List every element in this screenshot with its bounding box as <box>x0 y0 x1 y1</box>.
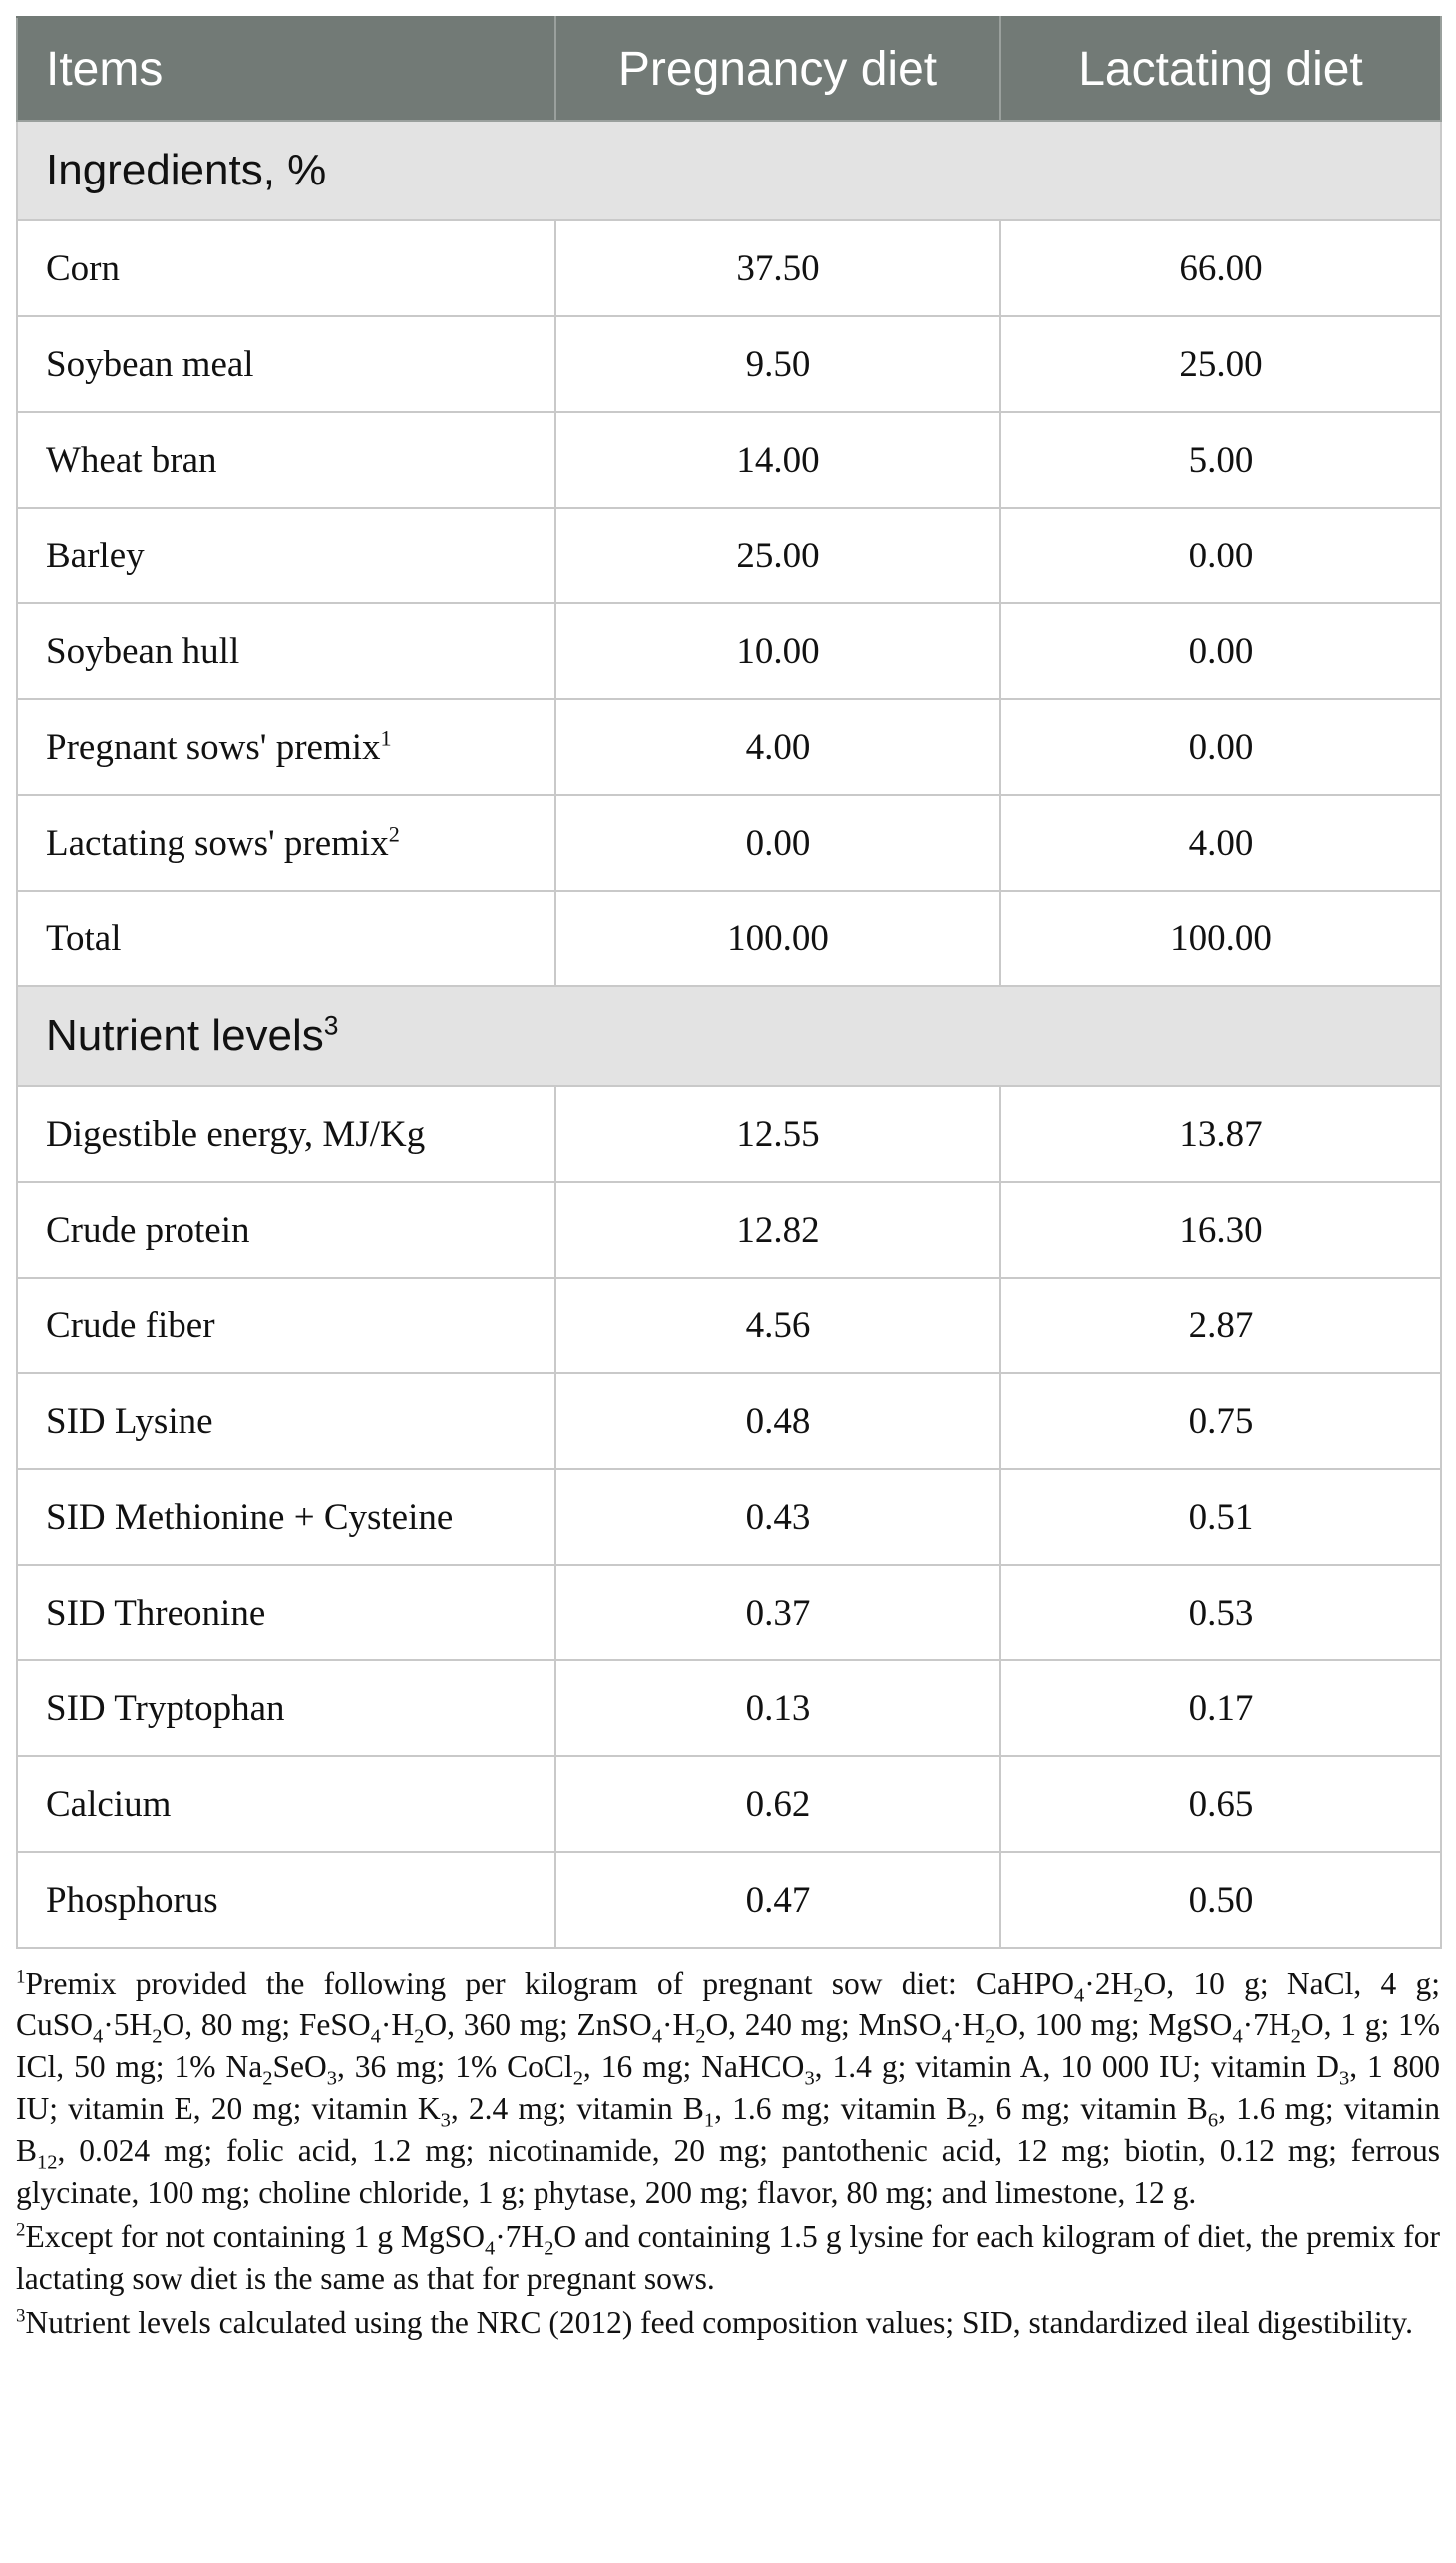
row-label-text: Crude protein <box>46 1209 250 1251</box>
row-label-text: Soybean meal <box>46 343 254 385</box>
pregnancy-value: 0.13 <box>555 1660 1000 1756</box>
table-row <box>17 891 1441 986</box>
table-row <box>17 1852 1441 1948</box>
row-label-text: SID Methionine + Cysteine <box>46 1496 454 1538</box>
row-label <box>17 699 555 795</box>
section-title <box>17 121 1441 220</box>
lactating-value: 16.30 <box>1000 1182 1441 1278</box>
section-title-footnote-mark: 3 <box>323 1010 339 1041</box>
pregnancy-value: 9.50 <box>555 316 1000 412</box>
lactating-value: 0.17 <box>1000 1660 1441 1756</box>
row-label-text: Barley <box>46 535 145 576</box>
row-label <box>17 1756 555 1852</box>
row-label <box>17 412 555 508</box>
row-label-text: Pregnant sows' premix <box>46 726 381 768</box>
lactating-value: 13.87 <box>1000 1086 1441 1182</box>
lactating-value: 5.00 <box>1000 412 1441 508</box>
row-label <box>17 891 555 986</box>
table-row <box>17 603 1441 699</box>
row-label-text: Calcium <box>46 1783 172 1825</box>
pregnancy-value: 0.00 <box>555 795 1000 891</box>
table-row <box>17 1565 1441 1660</box>
header-lactating-diet: Lactating diet <box>1000 17 1441 121</box>
row-label <box>17 1852 555 1948</box>
table-row <box>17 316 1441 412</box>
row-label <box>17 1086 555 1182</box>
pregnancy-value: 12.55 <box>555 1086 1000 1182</box>
row-footnote-mark: 2 <box>388 821 400 847</box>
lactating-value: 0.00 <box>1000 699 1441 795</box>
row-label-text: Soybean hull <box>46 630 240 672</box>
row-label <box>17 603 555 699</box>
footnotes <box>16 1963 1440 2344</box>
table-row <box>17 1182 1441 1278</box>
pregnancy-value: 25.00 <box>555 508 1000 603</box>
row-label-text: Wheat bran <box>46 439 217 481</box>
row-label-text: Lactating sows' premix <box>46 822 389 864</box>
pregnancy-value: 12.82 <box>555 1182 1000 1278</box>
lactating-value: 0.00 <box>1000 508 1441 603</box>
lactating-value: 4.00 <box>1000 795 1441 891</box>
section-row <box>17 986 1441 1086</box>
footnote-1: $^1$Premix provided the following per kilogram of pregnant sow diet: $CaHPO_4\cdot 2H_2O$, 10 g; NaCl, 4 g; $CuSO_4\cdot 5H_2O$, 80 mg; $FeSO_4\cdot H_2O$, 360 mg; $ZnSO_4\cdot H_2O$, 240 mg; $MnSO_4\cdot H_2O$, 100 mg; $MgSO_4\cdot 7H_2O$, 1 g; 1% ICl, 50 mg; 1% $Na_2SeO_3$, 36 mg; 1% CoCl$_2$, 16 mg; NaHCO$_3$, 1.4 g; vitamin A, 10 000 IU; vitamin $D_3$, 1 800 IU; vitamin E, 20 mg; vitamin $K_3$, 2.4 mg; vitamin $B_1$, 1.6 mg; vitamin $B_2$, 6 mg; vitamin $B_6$, 1.6 mg; vitamin $B_{12}$, 0.024 mg; folic acid, 1.2 mg; nicotinamide, 20 mg; pantothenic acid, 12 mg; biotin, 0.12 mg; ferrous glycinate, 100 mg; choline chloride, 1 g; phytase, 200 mg; flavor, 80 mg; and limestone, 12 g. <box>16 1966 1441 2210</box>
table-body <box>17 121 1441 1948</box>
lactating-value: 0.50 <box>1000 1852 1441 1948</box>
header-pregnancy-diet: Pregnancy diet <box>555 17 1000 121</box>
row-label <box>17 1565 555 1660</box>
row-label <box>17 1469 555 1565</box>
row-label <box>17 508 555 603</box>
footnote-3: $^3$Nutrient levels calculated using the NRC (2012) feed composition values; SID, standardized ileal digestibility. <box>16 2305 1413 2340</box>
pregnancy-value: 0.47 <box>555 1852 1000 1948</box>
row-label-text: SID Lysine <box>46 1400 213 1442</box>
row-label <box>17 795 555 891</box>
table-row <box>17 1660 1441 1756</box>
row-label-text: Phosphorus <box>46 1879 218 1921</box>
table-row <box>17 508 1441 603</box>
row-label-text: Corn <box>46 247 120 289</box>
section-title <box>17 986 1441 1086</box>
lactating-value: 0.00 <box>1000 603 1441 699</box>
table-row <box>17 795 1441 891</box>
pregnancy-value: 0.37 <box>555 1565 1000 1660</box>
table-row <box>17 1756 1441 1852</box>
lactating-value: 25.00 <box>1000 316 1441 412</box>
pregnancy-value: 0.62 <box>555 1756 1000 1852</box>
table-row <box>17 412 1441 508</box>
table-row <box>17 1373 1441 1469</box>
row-label-text: Total <box>46 917 122 959</box>
row-label <box>17 316 555 412</box>
section-row <box>17 121 1441 220</box>
pregnancy-value: 10.00 <box>555 603 1000 699</box>
row-label <box>17 1182 555 1278</box>
section-title-text: Nutrient levels <box>46 1011 324 1060</box>
row-label <box>17 1660 555 1756</box>
lactating-value: 0.65 <box>1000 1756 1441 1852</box>
lactating-value: 0.53 <box>1000 1565 1441 1660</box>
table-row <box>17 1469 1441 1565</box>
row-label <box>17 1278 555 1373</box>
table-row <box>17 1278 1441 1373</box>
row-label-text: Digestible energy, MJ/Kg <box>46 1113 426 1155</box>
lactating-value: 66.00 <box>1000 220 1441 316</box>
lactating-value: 100.00 <box>1000 891 1441 986</box>
lactating-value: 2.87 <box>1000 1278 1441 1373</box>
header-items: Items <box>17 17 555 121</box>
pregnancy-value: 4.00 <box>555 699 1000 795</box>
pregnancy-value: 0.48 <box>555 1373 1000 1469</box>
table-row <box>17 220 1441 316</box>
row-label-text: SID Threonine <box>46 1592 266 1634</box>
pregnancy-value: 4.56 <box>555 1278 1000 1373</box>
pregnancy-value: 0.43 <box>555 1469 1000 1565</box>
row-label-text: SID Tryptophan <box>46 1687 285 1729</box>
diet-composition-table <box>16 16 1442 1949</box>
section-title-text: Ingredients, % <box>46 146 327 194</box>
table-row <box>17 699 1441 795</box>
pregnancy-value: 37.50 <box>555 220 1000 316</box>
row-footnote-mark: 1 <box>380 725 392 751</box>
diet-composition-table-container <box>16 16 1440 2346</box>
pregnancy-value: 100.00 <box>555 891 1000 986</box>
table-row <box>17 1086 1441 1182</box>
lactating-value: 0.51 <box>1000 1469 1441 1565</box>
lactating-value: 0.75 <box>1000 1373 1441 1469</box>
pregnancy-value: 14.00 <box>555 412 1000 508</box>
row-label-text: Crude fiber <box>46 1304 215 1346</box>
row-label <box>17 220 555 316</box>
row-label <box>17 1373 555 1469</box>
footnote-2: $^2$Except for not containing 1 g $MgSO_4\cdot 7H_2O$ and containing 1.5 g lysine for each kilogram of diet, the premix for lactating sow diet is the same as that for pregnant sows. <box>16 2219 1440 2296</box>
header-row <box>17 17 1441 121</box>
